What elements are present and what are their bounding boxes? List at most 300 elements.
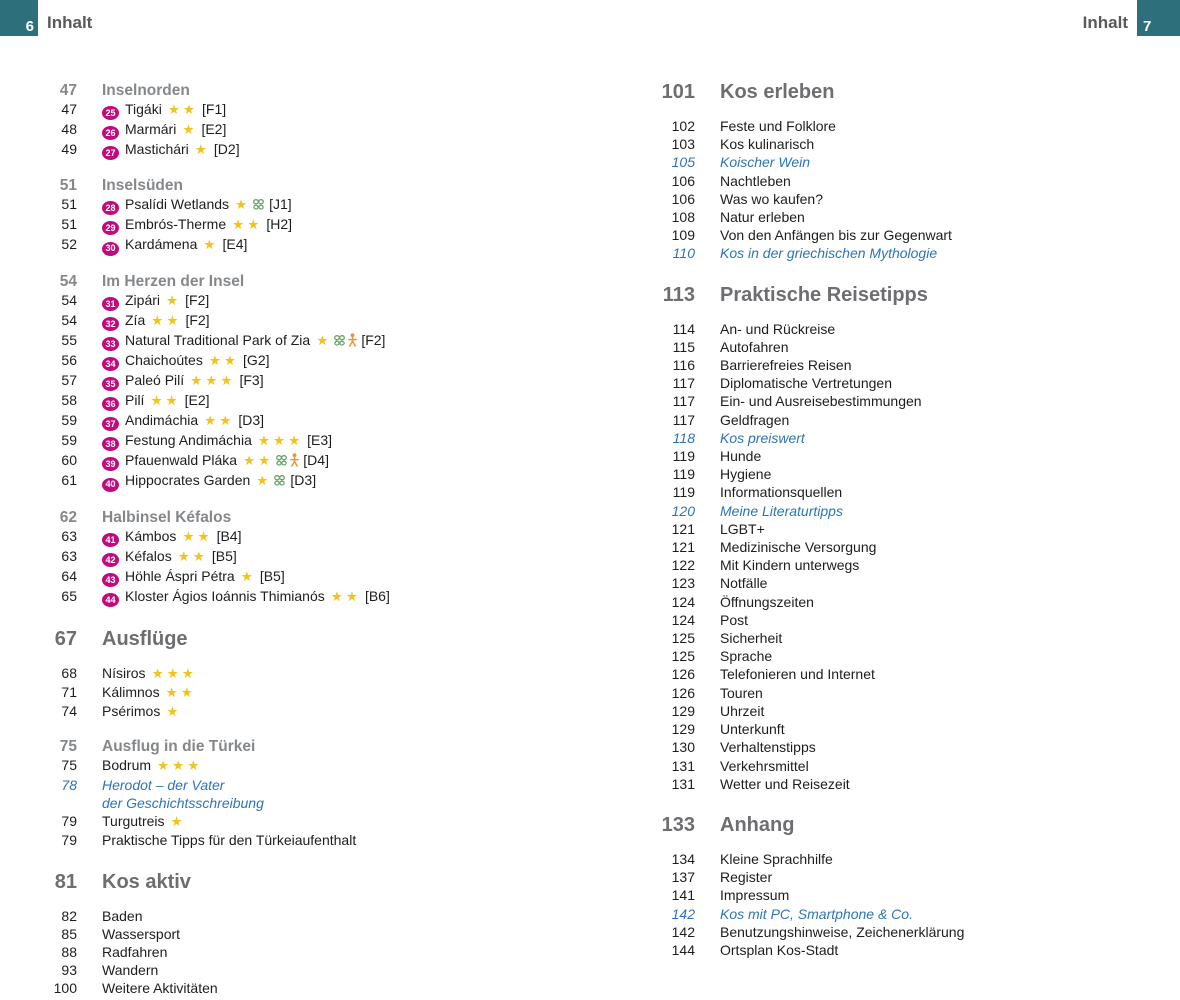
entry-content	[695, 684, 763, 702]
entry-title: Kámbos	[125, 527, 177, 544]
entry-content	[695, 665, 875, 683]
entry-page-number: 109	[671, 227, 695, 244]
entry-title: Medizinische Versorgung	[720, 539, 877, 556]
entry-title: Verhaltenstipps	[720, 739, 816, 756]
butterfly-nature-icon	[252, 196, 265, 212]
toc-entry	[648, 665, 1180, 683]
star-rating-icon: ★	[256, 473, 272, 489]
entry-content	[695, 244, 937, 262]
section-page-number: 51	[59, 177, 77, 195]
entry-content	[77, 431, 332, 451]
star-rating-icon: ★	[170, 814, 186, 830]
entry-title: Kos kulinarisch	[720, 136, 815, 153]
section-page-number: 113	[662, 283, 695, 306]
section-title: Ausflug in die Türkei	[102, 738, 256, 756]
section-page-number: 81	[54, 870, 77, 893]
entry-title: LGBT+	[720, 520, 765, 537]
entry-title: Wetter und Reisezeit	[720, 775, 850, 792]
entry-page-number: 52	[61, 236, 77, 253]
poi-number-badge: 39	[102, 457, 119, 471]
map-grid-reference: [G2]	[243, 351, 270, 368]
entry-content	[77, 311, 210, 331]
entry-title: Benutzungshinweise, Zeichenerklärung	[720, 923, 965, 940]
section-title: Im Herzen der Insel	[102, 272, 245, 290]
section-page-number: 67	[54, 627, 77, 650]
entry-page-number: 114	[672, 320, 695, 337]
entry-title: Verkehrsmittel	[720, 757, 809, 774]
poi-number-badge: 26	[102, 126, 119, 140]
butterfly-nature-icon	[333, 332, 346, 348]
entry-title: Bodrum	[102, 757, 152, 774]
entry-title: Zía	[125, 311, 146, 328]
entry-content	[695, 720, 785, 738]
entry-title: Wassersport	[102, 925, 181, 942]
toc-entry	[648, 647, 1180, 665]
star-rating-icon: ★★	[151, 312, 182, 328]
toc-section-header	[30, 509, 590, 527]
entry-content	[77, 291, 209, 311]
entry-content	[77, 120, 226, 140]
section-title: Ausflüge	[102, 627, 188, 650]
toc-entry	[648, 208, 1180, 226]
entry-content	[695, 520, 765, 538]
entry-page-number: 118	[672, 429, 695, 446]
entry-content	[77, 961, 158, 979]
entry-title: Post	[720, 611, 749, 628]
toc-entry	[648, 574, 1180, 592]
entry-page-number: 57	[61, 371, 77, 388]
entry-content	[77, 391, 210, 411]
entry-title: Kleine Sprachhilfe	[720, 850, 833, 867]
entry-page-number: 142	[671, 923, 695, 940]
entry-page-number: 117	[672, 411, 695, 428]
entry-content	[695, 208, 805, 226]
toc-entry	[30, 702, 590, 721]
toc-essay-entry	[648, 429, 1180, 447]
entry-content	[695, 429, 805, 447]
toc-entry	[648, 702, 1180, 720]
entry-title: Koischer Wein	[720, 154, 811, 171]
toc-entry	[30, 351, 590, 371]
entry-title: An- und Rückreise	[720, 320, 836, 337]
toc-entry	[648, 356, 1180, 374]
entry-content	[695, 593, 814, 611]
section-page-number: 62	[59, 508, 77, 526]
toc-entry	[30, 907, 590, 925]
entry-content	[695, 190, 823, 208]
entry-page-number: 116	[672, 357, 695, 374]
star-rating-icon: ★	[235, 197, 251, 213]
family-person-icon	[290, 452, 299, 468]
toc-entry	[648, 447, 1180, 465]
toc-essay-entry	[648, 905, 1180, 923]
map-grid-reference: [B5]	[211, 547, 237, 564]
toc-entry	[30, 391, 590, 411]
entry-content	[695, 135, 814, 153]
entry-title: Chaichoútes	[125, 351, 203, 368]
entry-content	[77, 140, 240, 160]
entry-title: Informationsquellen	[720, 484, 843, 501]
star-rating-icon: ★	[203, 237, 219, 253]
star-rating-icon: ★★	[177, 548, 208, 564]
section-title: Praktische Reisetipps	[720, 283, 928, 306]
toc-entry	[30, 140, 590, 160]
toc-entry	[648, 483, 1180, 501]
entry-content	[695, 465, 771, 483]
entry-page-number: 130	[671, 739, 695, 756]
toc-entry	[30, 567, 590, 587]
poi-number-badge: 38	[102, 437, 119, 451]
star-rating-icon: ★	[166, 704, 182, 720]
entry-page-number: 79	[61, 832, 77, 849]
entry-page-number: 58	[61, 392, 77, 409]
entry-title: Nísiros	[102, 664, 146, 681]
entry-content	[695, 392, 922, 410]
entry-title: Kéfalos	[125, 547, 172, 564]
toc-entry	[30, 120, 590, 140]
poi-number-badge: 44	[102, 593, 119, 607]
toc-entry	[30, 411, 590, 431]
entry-page-number: 134	[671, 850, 695, 867]
map-grid-reference: [J1]	[269, 196, 292, 213]
entry-page-number: 59	[61, 432, 77, 449]
entry-content	[695, 320, 835, 338]
entry-page-number: 119	[672, 484, 695, 501]
entry-page-number: 49	[61, 141, 77, 158]
entry-page-number: 54	[61, 291, 77, 308]
butterfly-nature-icon	[273, 472, 286, 488]
entry-title: Kloster Ágios Ioánnis Thimianós	[125, 587, 325, 604]
toc-entry	[30, 527, 590, 547]
entry-page-number: 126	[671, 666, 695, 683]
entry-page-number: 63	[61, 547, 77, 564]
entry-title: Turgutreis	[102, 813, 165, 830]
entry-page-number: 61	[61, 472, 77, 489]
toc-entry	[30, 683, 590, 702]
toc-entry	[648, 411, 1180, 429]
poi-number-badge: 33	[102, 337, 119, 351]
toc-entry	[648, 392, 1180, 410]
toc-entry	[648, 338, 1180, 356]
entry-content	[77, 979, 218, 997]
entry-title: Praktische Tipps für den Türkeiaufenthalt	[102, 832, 357, 849]
entry-title: Was wo kaufen?	[720, 190, 823, 207]
entry-content	[695, 411, 789, 429]
map-grid-reference: [E3]	[307, 432, 333, 449]
entry-title: Geldfragen	[720, 411, 790, 428]
entry-title: Notfälle	[720, 575, 768, 592]
entry-content	[77, 195, 292, 215]
entry-page-number: 47	[61, 101, 77, 117]
entry-page-number: 60	[61, 452, 77, 469]
toc-entry	[648, 868, 1180, 886]
toc-entry	[30, 812, 590, 831]
toc-section-header	[30, 82, 590, 100]
entry-content	[695, 153, 810, 171]
poi-number-badge: 28	[102, 201, 119, 215]
section-page-number: 75	[59, 738, 77, 756]
entry-title: Kos preiswert	[720, 429, 805, 446]
entry-title: Natural Traditional Park of Zia	[125, 331, 311, 348]
entry-title: Psérimos	[102, 703, 161, 720]
toc-section-header	[30, 273, 590, 291]
toc-entry	[30, 664, 590, 683]
entry-content	[77, 702, 181, 721]
entry-page-number: 124	[671, 611, 695, 628]
entry-page-number: 48	[61, 121, 77, 138]
entry-title: Touren	[720, 684, 763, 701]
entry-title-line2: der Geschichtsschreibung	[102, 794, 264, 811]
entry-content	[77, 683, 196, 702]
entry-page-number: 144	[671, 941, 695, 958]
map-grid-reference: [D4]	[303, 452, 329, 469]
entry-content	[77, 925, 180, 943]
entry-content	[77, 371, 264, 391]
entry-title: Natur erleben	[720, 209, 805, 226]
entry-page-number: 110	[672, 245, 695, 262]
entry-content	[77, 215, 292, 235]
map-grid-reference: [D2]	[213, 141, 240, 158]
entry-page-number: 131	[671, 775, 695, 792]
entry-page-number: 105	[671, 154, 695, 171]
toc-entry	[648, 775, 1180, 793]
poi-number-badge: 32	[102, 317, 119, 331]
entry-page-number: 121	[671, 539, 695, 556]
star-rating-icon: ★	[166, 292, 182, 308]
entry-title: Kálimnos	[102, 684, 160, 701]
toc-essay-entry	[648, 153, 1180, 171]
entry-page-number: 93	[61, 962, 77, 979]
entry-content	[77, 547, 237, 567]
toc-entry	[30, 235, 590, 255]
entry-title: Festung Andimáchia	[125, 432, 252, 449]
entry-content	[77, 100, 226, 120]
entry-title: Pfauenwald Pláka	[125, 452, 238, 469]
page-number-box	[0, 0, 38, 36]
toc-entry	[648, 538, 1180, 556]
entry-page-number: 106	[671, 190, 695, 207]
entry-content	[695, 483, 842, 501]
toc-entry	[30, 925, 590, 943]
poi-number-badge: 31	[102, 297, 119, 311]
toc-entry	[30, 195, 590, 215]
poi-number-badge: 41	[102, 533, 119, 547]
poi-number-badge: 43	[102, 573, 119, 587]
poi-number-badge: 29	[102, 221, 119, 235]
star-rating-icon: ★	[240, 568, 256, 584]
entry-content	[77, 943, 167, 961]
entry-page-number: 129	[671, 702, 695, 719]
toc-essay-entry	[30, 776, 590, 812]
entry-title: Sprache	[720, 648, 773, 665]
toc-entry	[30, 943, 590, 961]
entry-content	[77, 331, 385, 351]
toc-section-header	[648, 283, 1180, 307]
map-grid-reference: [F3]	[239, 371, 264, 388]
toc-entry	[30, 215, 590, 235]
entry-title: Barrierefreies Reisen	[720, 357, 852, 374]
entry-page-number: 137	[671, 869, 695, 886]
poi-number-badge: 30	[102, 242, 119, 256]
entry-content	[77, 907, 142, 925]
entry-page-number: 56	[61, 351, 77, 368]
entry-content	[77, 831, 356, 849]
toc-entry	[648, 190, 1180, 208]
toc-entry	[648, 593, 1180, 611]
entry-title: Mastichári	[125, 141, 189, 158]
toc-section-header	[30, 627, 590, 651]
star-rating-icon: ★★	[204, 413, 235, 429]
entry-title: Embrós-Therme	[125, 216, 227, 233]
star-rating-icon: ★★★	[151, 665, 197, 681]
entry-content	[695, 775, 850, 793]
entry-title: Zipári	[125, 291, 161, 308]
entry-title: Wandern	[102, 962, 159, 979]
entry-page-number: 123	[671, 575, 695, 592]
star-rating-icon: ★★	[330, 588, 361, 604]
map-grid-reference: [F2]	[185, 311, 210, 328]
entry-content	[695, 356, 852, 374]
map-grid-reference: [B5]	[259, 567, 285, 584]
star-rating-icon: ★★	[167, 102, 199, 117]
toc-entry	[648, 941, 1180, 959]
poi-number-badge: 27	[102, 146, 119, 160]
entry-content	[695, 868, 772, 886]
section-page-number: 101	[661, 81, 695, 103]
entry-content	[77, 351, 270, 371]
section-page-number: 133	[661, 813, 695, 836]
entry-page-number: 120	[671, 502, 695, 519]
entry-title: Kos mit PC, Smartphone & Co.	[720, 905, 913, 922]
entry-content	[695, 447, 761, 465]
entry-title: Pilí	[125, 392, 145, 409]
poi-number-badge: 42	[102, 553, 119, 567]
entry-page-number: 141	[671, 887, 695, 904]
entry-content	[695, 941, 838, 959]
entry-page-number: 125	[671, 648, 695, 665]
map-grid-reference: [E2]	[201, 121, 227, 138]
entry-content	[77, 776, 264, 812]
toc-entry	[648, 556, 1180, 574]
entry-page-number: 51	[61, 196, 77, 213]
entry-page-number: 126	[671, 684, 695, 701]
entry-page-number: 64	[61, 567, 77, 584]
star-rating-icon: ★★	[208, 352, 240, 368]
section-page-number: 54	[59, 272, 77, 290]
toc-entry	[30, 961, 590, 979]
entry-content	[695, 556, 859, 574]
toc-entry	[648, 226, 1180, 244]
entry-page-number: 59	[61, 412, 77, 429]
entry-content	[77, 411, 264, 431]
section-title: Inselnorden	[102, 82, 190, 99]
entry-page-number: 119	[672, 466, 695, 483]
section-page-number: 47	[59, 82, 77, 99]
running-header-title: Inhalt	[47, 13, 93, 32]
entry-title: Andimáchia	[125, 412, 199, 429]
entry-page-number: 75	[61, 757, 77, 774]
toc-entry	[30, 756, 590, 775]
entry-page-number: 63	[61, 527, 77, 544]
entry-title: Autofahren	[720, 338, 789, 355]
toc-entry	[30, 371, 590, 391]
entry-content	[695, 226, 952, 244]
toc-entry	[30, 471, 590, 491]
entry-page-number: 54	[61, 311, 77, 328]
toc-entry	[648, 611, 1180, 629]
star-rating-icon: ★★★	[190, 372, 236, 388]
entry-page-number: 85	[61, 925, 77, 942]
entry-title: Ortsplan Kos-Stadt	[720, 941, 839, 958]
poi-number-badge: 37	[102, 417, 119, 431]
entry-content	[77, 756, 202, 775]
entry-content	[695, 647, 772, 665]
entry-title: Hippocrates Garden	[125, 472, 251, 489]
entry-content	[695, 374, 892, 392]
toc-entry	[648, 117, 1180, 135]
entry-content	[695, 502, 843, 520]
entry-content	[77, 527, 241, 547]
entry-title: Feste und Folklore	[720, 118, 836, 134]
butterfly-nature-icon	[275, 452, 288, 468]
map-grid-reference: [E2]	[184, 392, 210, 409]
entry-page-number: 51	[61, 216, 77, 233]
entry-content	[695, 338, 789, 356]
entry-title: Weitere Aktivitäten	[102, 980, 218, 997]
entry-content	[695, 886, 789, 904]
page-number-box	[1137, 0, 1180, 36]
entry-title: Höhle Áspri Pétra	[125, 567, 235, 584]
entry-title: Baden	[102, 907, 143, 924]
entry-page-number: 129	[671, 721, 695, 738]
entry-page-number: 82	[61, 907, 77, 924]
entry-title: Paleó Pilí	[125, 371, 185, 388]
star-rating-icon: ★★	[182, 528, 213, 544]
running-header-title: Inhalt	[1082, 13, 1128, 32]
entry-title: Öffnungszeiten	[720, 593, 814, 610]
toc-entry	[648, 465, 1180, 483]
toc-entry	[30, 831, 590, 849]
entry-title: Herodot – der Vater	[102, 776, 225, 793]
entry-content	[695, 629, 782, 647]
poi-number-badge: 40	[102, 478, 119, 492]
entry-title: Psalídi Wetlands	[125, 196, 230, 213]
toc-entry	[648, 629, 1180, 647]
toc-section-header	[648, 813, 1180, 837]
entry-title: Uhrzeit	[720, 702, 765, 719]
entry-page-number: 124	[671, 593, 695, 610]
map-grid-reference: [F1]	[202, 101, 227, 117]
poi-number-badge: 34	[102, 357, 119, 371]
map-grid-reference: [B4]	[216, 527, 242, 544]
toc-entry	[648, 720, 1180, 738]
family-person-icon	[348, 332, 357, 348]
toc-entry	[648, 923, 1180, 941]
toc-entry	[648, 886, 1180, 904]
section-title: Kos aktiv	[102, 870, 191, 893]
map-grid-reference: [F2]	[361, 331, 386, 348]
entry-title: Kardámena	[125, 236, 198, 253]
entry-title: Telefonieren und Internet	[720, 666, 875, 683]
entry-page-number: 117	[672, 393, 695, 410]
entry-title: Marmári	[125, 121, 177, 138]
running-header-left	[0, 0, 92, 36]
toc-section-header	[648, 80, 1180, 104]
entry-page-number: 106	[671, 172, 695, 189]
entry-content	[77, 471, 316, 491]
entry-title: Tigáki	[125, 101, 162, 117]
toc-entry	[648, 757, 1180, 775]
